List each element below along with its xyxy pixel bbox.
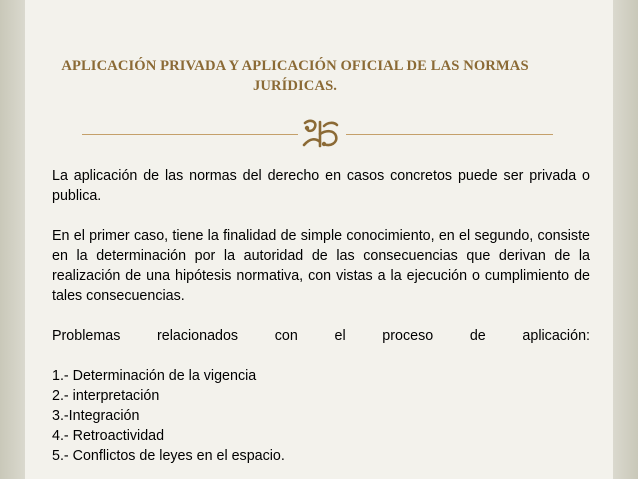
list-item: 3.-Integración	[52, 408, 140, 424]
problems-list	[52, 366, 590, 466]
problems-heading: Problemas relacionados con el proceso de aplicación:	[52, 328, 590, 344]
title-divider-left	[82, 134, 298, 135]
right-frame-band	[613, 0, 638, 479]
list-item: 4.- Retroactividad	[52, 428, 165, 444]
left-frame-band	[0, 0, 25, 479]
title-divider-right	[346, 134, 553, 135]
paragraph-1: La aplicación de las normas del derecho en casos concretos puede ser privada o publica.	[52, 168, 590, 204]
fleuron-icon	[298, 116, 344, 152]
list-item: 1.- Determinación de la vigencia	[52, 368, 257, 384]
list-item: 2.- interpretación	[52, 388, 160, 404]
slide-body	[52, 166, 590, 466]
slide-title: APLICACIÓN PRIVADA Y APLICACIÓN OFICIAL DE LAS NORMAS JURÍDICAS.	[61, 58, 529, 94]
paragraph-2: En el primer caso, tiene la finalidad de simple conocimiento, en el segundo, consiste en la determinación por la autoridad de las consecuencias que derivan de la realización de una hipótesis normativa, con vistas a la ejecución o cumplimiento de tales consecuencias.	[52, 228, 590, 304]
list-item: 5.- Conflictos de leyes en el espacio.	[52, 448, 285, 464]
